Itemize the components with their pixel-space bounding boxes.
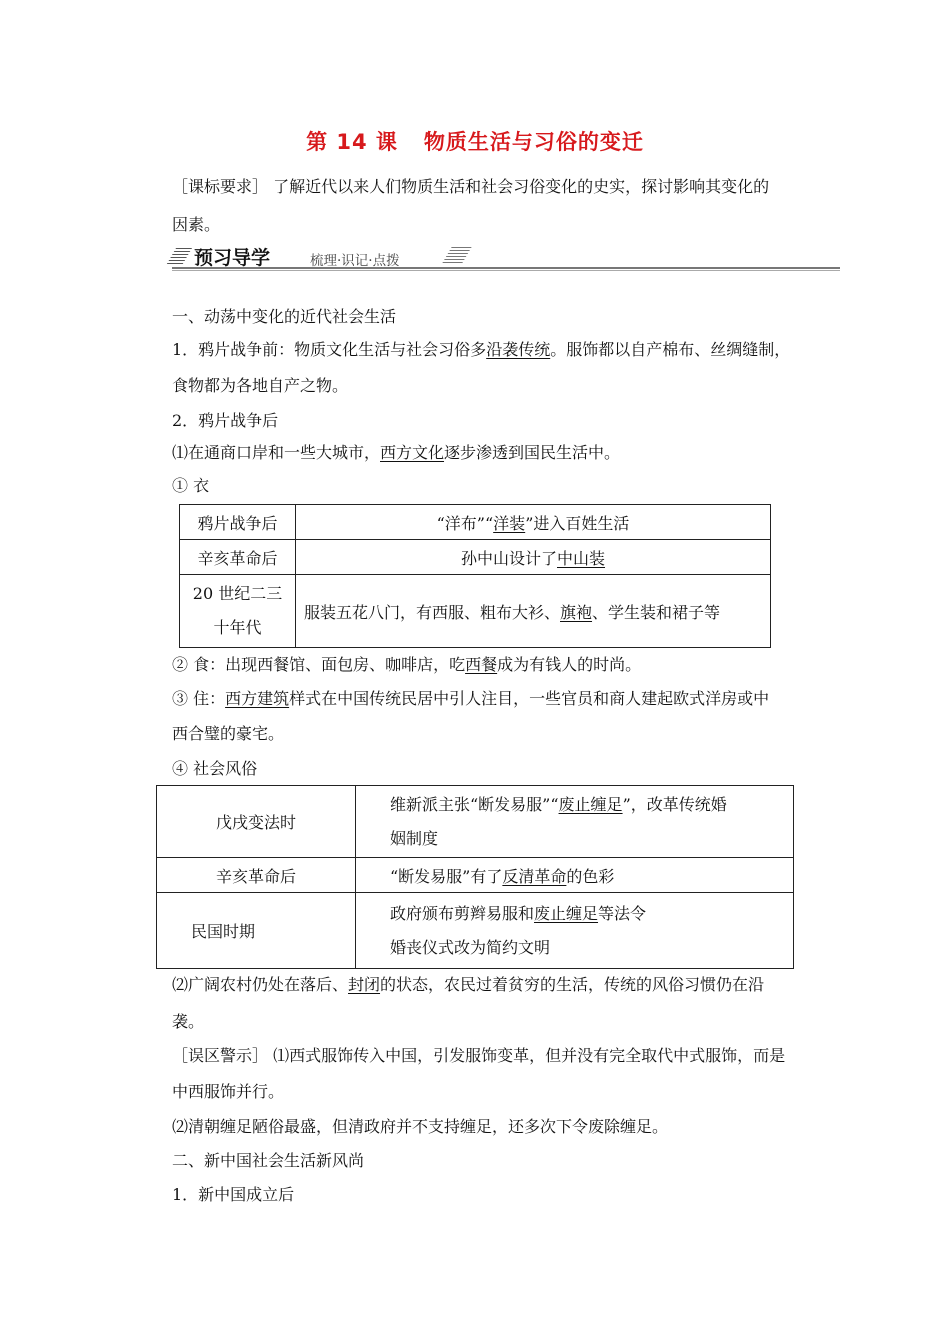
paragraph-2: 2．鸦片战争后 — [172, 411, 279, 430]
paragraph-1-line2: 食物都为各地自产之物。 — [172, 376, 349, 395]
text: ⑵广阔农村仍处在落后、 — [172, 975, 349, 994]
underlined-term: 西方建筑 — [225, 689, 290, 708]
banner-rule-thin — [172, 270, 840, 271]
table-row — [180, 575, 771, 648]
underlined-term: 废止缠足 — [558, 794, 623, 814]
text: 逐步渗透到国民生活中。 — [444, 443, 621, 462]
requirement-label: ［课标要求］ — [172, 177, 269, 196]
underlined-term: 中山装 — [557, 548, 606, 568]
text: ② 食：出现西餐馆、面包房、咖啡店，吃 — [172, 655, 466, 674]
page-title — [0, 126, 950, 156]
housing-line2: 西合璧的豪宅。 — [172, 724, 285, 743]
text: ”，改革传统婚 — [622, 794, 727, 814]
table-cell-label: 鸦片战争后 — [180, 505, 296, 540]
rural-line — [172, 972, 764, 995]
customs-heading: ④ 社会风俗 — [172, 759, 258, 778]
lesson-number: 第 14 课 — [306, 130, 398, 154]
text: ⑴在通商口岸和一些大城市， — [172, 443, 381, 462]
paragraph-1 — [172, 337, 790, 360]
text: 。服饰都以自产棉布、丝绸缝制， — [550, 340, 791, 359]
underlined-term: 西餐 — [465, 655, 498, 674]
text: “洋布”“ — [436, 513, 494, 533]
text: “断发易服”有了 — [390, 866, 503, 886]
section-2-paragraph-1: 1．新中国成立后 — [172, 1185, 295, 1204]
table-row — [157, 893, 794, 969]
banner-stripes-right — [442, 247, 471, 263]
text: 的状态，农民过着贫穷的生活，传统的风俗习惯仍在沿 — [380, 975, 765, 994]
text: 的色彩 — [566, 866, 615, 886]
clothing-table — [179, 504, 771, 648]
clothing-heading: ① 衣 — [172, 476, 210, 495]
banner-subtitle: 梳理·识记·点拨 — [310, 253, 400, 269]
banner-stripes — [167, 246, 193, 264]
table-cell-content — [296, 575, 771, 648]
table-cell-label — [180, 575, 296, 648]
underlined-term: 洋装 — [493, 513, 526, 533]
text: 维新派主张“断发易服”“ — [390, 794, 559, 814]
table-cell-content — [296, 505, 771, 540]
text: 十年代 — [213, 618, 262, 637]
text: 等法令 — [598, 903, 647, 923]
underlined-term: 封闭 — [348, 975, 381, 994]
banner-title: 预习导学 — [194, 247, 271, 269]
table-cell-label: 戊戌变法时 — [157, 786, 356, 858]
section-heading-2: 二、新中国社会生活新风尚 — [172, 1151, 365, 1170]
section-heading-1: 一、动荡中变化的近代社会生活 — [172, 307, 397, 326]
paragraph-3 — [172, 440, 620, 463]
warning-line3: ⑵清朝缠足陋俗最盛，但清政府并不支持缠足，还多次下令废除缠足。 — [172, 1117, 669, 1136]
table-cell-content — [356, 858, 794, 893]
table-row — [180, 505, 771, 540]
text: 样式在中国传统民居中引人注目，一些官员和商人建起欧式洋房或中 — [289, 689, 770, 708]
table-cell-content — [296, 540, 771, 575]
table-cell-content — [356, 786, 794, 858]
lesson-name: 物质生活与习俗的变迁 — [423, 130, 644, 154]
warning-line2: 中西服饰并行。 — [172, 1082, 285, 1101]
underlined-term: 沿袭传统 — [486, 340, 551, 359]
text: 20 世纪二三 — [192, 584, 283, 603]
table-cell-content — [356, 893, 794, 969]
text: 孙中山设计了 — [460, 548, 557, 568]
text: 服装五花八门，有西服、粗布大衫、 — [304, 602, 561, 622]
customs-table — [156, 785, 794, 969]
text: 姻制度 — [390, 828, 439, 848]
section-banner — [172, 243, 840, 271]
table-row — [157, 858, 794, 893]
underlined-term: 旗袍 — [560, 602, 593, 622]
table-cell-label: 辛亥革命后 — [180, 540, 296, 575]
underlined-term: 废止缠足 — [534, 903, 599, 923]
text: 、学生装和裙子等 — [592, 602, 721, 622]
warning-line1: ［误区警示］ ⑴西式服饰传入中国，引发服饰变革，但并没有完全取代中式服饰，而是 — [172, 1046, 786, 1065]
table-cell-label: 民国时期 — [157, 893, 356, 969]
housing-line — [172, 686, 769, 709]
text: ”进入百姓生活 — [525, 513, 630, 533]
food-line — [172, 652, 641, 675]
underlined-term: 西方文化 — [380, 443, 445, 462]
table-cell-label: 辛亥革命后 — [157, 858, 356, 893]
underlined-term: 反清革命 — [502, 866, 567, 886]
text: 成为有钱人的时尚。 — [497, 655, 642, 674]
banner-rule — [172, 267, 840, 269]
text: 政府颁布剪辫易服和 — [390, 903, 535, 923]
requirement — [172, 174, 769, 197]
rural-line2: 袭。 — [172, 1012, 205, 1031]
table-row — [180, 540, 771, 575]
requirement-line2: 因素。 — [172, 215, 221, 234]
requirement-text: 了解近代以来人们物质生活和社会习俗变化的史实，探讨影响其变化的 — [273, 177, 770, 196]
text: 1．鸦片战争前：物质文化生活与社会习俗多 — [172, 340, 487, 359]
text: ③ 住： — [172, 689, 226, 708]
table-row — [157, 786, 794, 858]
text: 婚丧仪式改为简约文明 — [390, 937, 551, 957]
